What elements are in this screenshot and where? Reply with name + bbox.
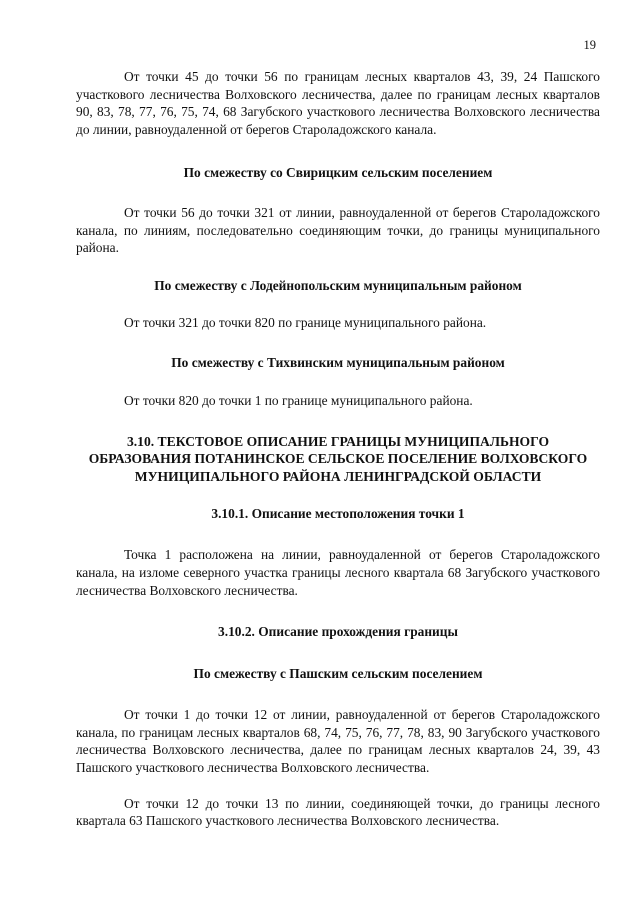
heading-3-10-1: 3.10.1. Описание местоположения точки 1: [211, 505, 465, 521]
paragraph-point-1-location: Точка 1 расположена на линии, равноудаленной от берегов Староладожского канала, на изломе северного участка границы лесного квартала 68 Загубского участкового лесничества Волховского лесничества.: [76, 547, 600, 598]
page-number: 19: [583, 38, 596, 52]
paragraph-points-45-56: От точки 45 до точки 56 по границам лесных кварталов 43, 39, 24 Пашского участкового лесничества Волховского лесничества, далее по границам лесных кварталов 90, 83, 78, 77, 76, 75, 74, 68 Загубского участкового лесничества Волховского лесничества до линии, равноудаленной от берегов Староладожского канала.: [76, 69, 600, 137]
paragraph-points-12-13: От точки 12 до точки 13 по линии, соединяющей точки, до границы лесного квартала 63 Пашского участкового лесничества Волховского лесничества.: [76, 795, 600, 829]
heading-pash-border: По смежеству с Пашским сельским поселением: [193, 665, 483, 681]
heading-lodeynopole-border: По смежеству с Лодейнопольским муниципальным районом: [154, 277, 522, 293]
paragraph-points-1-12: От точки 1 до точки 12 от линии, равноудаленной от берегов Староладожского канала, по границам лесных кварталов 68, 74, 75, 76, 77, 78, 83, 90 Загубского участкового лесничества Волховского лесничества, далее по границам лесных кварталов 24, 39, 43 Пашского участкового лесничества Волховского лесничества.: [76, 707, 600, 776]
paragraph-points-56-321: От точки 56 до точки 321 от линии, равноудаленной от берегов Староладожского канала, по линиям, последовательно соединяющим точки, до границы муниципального района.: [76, 204, 600, 256]
heading-3-10-2: 3.10.2. Описание прохождения границы: [218, 624, 458, 640]
paragraph-points-321-820: От точки 321 до точки 820 по границе муниципального района.: [124, 315, 487, 331]
heading-tikhvin-border: По смежеству с Тихвинским муниципальным районом: [171, 354, 505, 370]
paragraph-points-820-1: От точки 820 до точки 1 по границе муниципального района.: [124, 392, 473, 408]
page-content: [76, 68, 600, 830]
heading-svir-border: По смежеству со Свирицким сельским поселением: [183, 165, 493, 181]
section-title-3-10: 3.10. ТЕКСТОВОЕ ОПИСАНИЕ ГРАНИЦЫ МУНИЦИПАЛЬНОГО ОБРАЗОВАНИЯ ПОТАНИНСКОЕ СЕЛЬСКОЕ ПОСЕЛЕНИЕ ВОЛХОВСКОГО МУНИЦИПАЛЬНОГО РАЙОНА ЛЕНИНГРАДСКОЙ ОБЛАСТИ: [88, 434, 588, 484]
